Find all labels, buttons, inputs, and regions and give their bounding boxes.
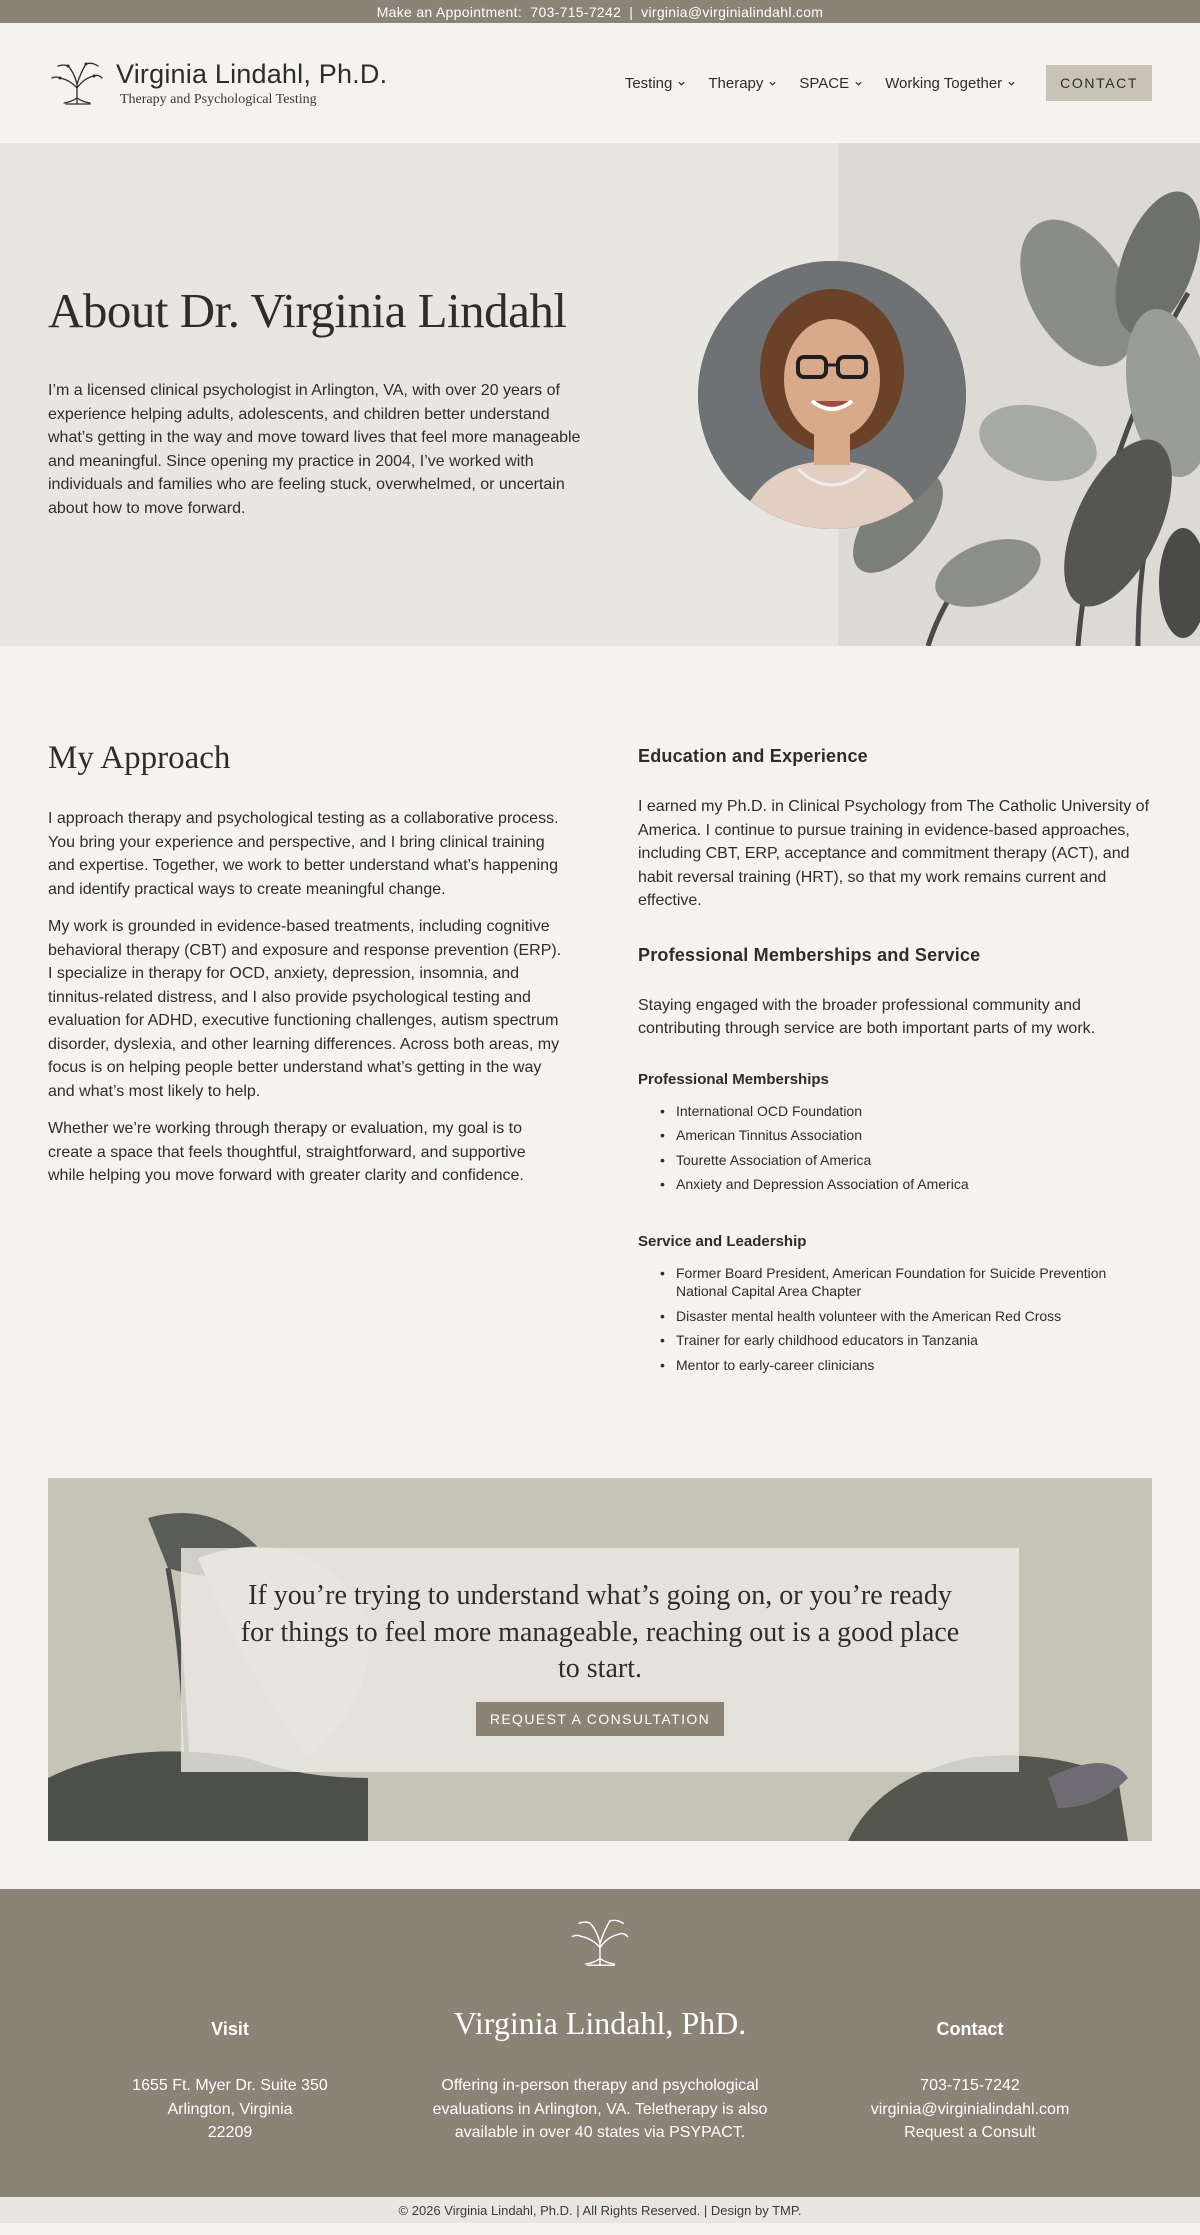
approach-section [0, 646, 1200, 1478]
topbar-separator: | [629, 3, 634, 20]
professional-memberships-heading: Professional Memberships [638, 1070, 829, 1088]
list-item: • International OCD Foundation [660, 1102, 1152, 1120]
copyright-bar: © 2026 Virginia Lindahl, Ph.D. | All Rights Reserved. | Design by TMP. [0, 2197, 1200, 2223]
request-consultation-button[interactable]: REQUEST A CONSULTATION [476, 1702, 724, 1736]
topbar-email-link[interactable]: virginia@virginialindahl.com [641, 3, 824, 20]
footer-visit [100, 2019, 360, 2145]
portrait-photo [698, 261, 966, 529]
service-list [638, 1264, 1152, 1374]
brand-tagline: Therapy and Psychological Testing [120, 91, 317, 107]
service-heading: Service and Leadership [638, 1233, 807, 1250]
portrait-illustration [698, 261, 966, 529]
site-footer [0, 1889, 1200, 2197]
brand[interactable] [48, 58, 387, 108]
address-line: Arlington, Virginia [167, 2100, 293, 2118]
page-title: About Dr. Virginia Lindahl [48, 283, 567, 338]
hero-intro: I’m a licensed clinical psychologist in Arlington, VA, with over 20 years of experience helping adults, adolescents, and children better understand what’s getting in the way and move toward lives that feel more manageable and meaningful. Since opening my practice in 2004, I’ve worked with individuals and families who are feeling stuck, overwhelmed, or uncertain about how to move forward. [48, 382, 581, 517]
list-item: • Anxiety and Depression Association of America [660, 1175, 1152, 1193]
request-consult-link[interactable]: Request a Consult [904, 2124, 1036, 2141]
address-zip: 22209 [207, 2124, 253, 2141]
main-nav [625, 65, 1152, 101]
site-header [0, 23, 1200, 143]
appointment-label: Make an Appointment: [376, 3, 523, 20]
footer-phone-link[interactable]: 703-715-7242 [920, 2077, 1020, 2094]
tree-logo-icon [48, 58, 106, 108]
hero-content [48, 282, 588, 520]
approach-paragraph: My work is grounded in evidence-based treatments, including cognitive behavioral therapy (CBT) and exposure and response prevention (ERP). I specialize in therapy for OCD, anxiety, depression, insomnia, and tinnitus-related distress, and I also provide psychological testing and evaluation for ADHD, executive functioning challenges, autism spectrum disorder, dyslexia, and other learning differences. Across both areas, my focus is on helping people better understand what’s getting in the way and what’s most likely to help. [48, 918, 562, 1100]
list-item: • Disaster mental health volunteer with the American Red Cross [660, 1307, 1152, 1325]
cta-section [0, 1478, 1200, 1841]
topbar-phone-link[interactable]: 703-715-7242 [530, 3, 622, 20]
nav-item-label: Testing [624, 74, 673, 92]
visit-heading: Visit [211, 2019, 249, 2039]
footer-about [420, 2005, 780, 2145]
memberships-text: Staying engaged with the broader professional community and contributing through service are both important parts of my work. [638, 996, 1096, 1037]
list-item: • Trainer for early childhood educators in Tanzania [660, 1331, 1152, 1349]
approach-column [48, 740, 562, 1380]
tree-logo-icon [568, 1914, 632, 1970]
list-item: • American Tinnitus Association [660, 1126, 1152, 1144]
top-bar [0, 0, 1200, 23]
nav-item-label: Therapy [708, 74, 764, 92]
brand-name: Virginia Lindahl, Ph.D. [116, 58, 388, 89]
education-heading: Education and Experience [638, 746, 868, 766]
list-item: • Tourette Association of America [660, 1151, 1152, 1169]
memberships-list [638, 1102, 1152, 1194]
footer-contact [840, 2019, 1100, 2145]
chevron-down-icon [854, 79, 863, 88]
nav-item-label: SPACE [799, 74, 850, 92]
list-item: • Former Board President, American Foundation for Suicide Prevention National Capital Area Chapter [660, 1264, 1152, 1300]
footer-email-link[interactable]: virginia@virginialindahl.com [870, 2100, 1070, 2118]
cta-text: If you’re trying to understand what’s going on, or you’re ready for things to feel more manageable, reaching out is a good place to start. [240, 1580, 960, 1684]
nav-item-therapy[interactable] [708, 75, 777, 92]
chevron-down-icon [677, 79, 686, 88]
address-line: 1655 Ft. Myer Dr. Suite 350 [132, 2077, 328, 2094]
chevron-down-icon [768, 79, 777, 88]
education-text: I earned my Ph.D. in Clinical Psychology from The Catholic University of America. I continue to pursue training in evidence-based approaches, including CBT, ERP, acceptance and commitment therapy (ACT), and habit reversal training (HRT), so that my work remains current and effective. [638, 798, 1150, 909]
cta-box [181, 1548, 1019, 1772]
nav-item-space[interactable] [799, 75, 863, 92]
chevron-down-icon [1007, 79, 1016, 88]
nav-item-testing[interactable] [625, 75, 687, 92]
nav-item-working-together[interactable] [885, 75, 1016, 92]
approach-title: My Approach [48, 740, 231, 776]
brand-text [116, 59, 387, 108]
credentials-column [638, 740, 1152, 1380]
footer-brand-name: Virginia Lindahl, PhD. [453, 2005, 747, 2041]
contact-heading: Contact [936, 2019, 1004, 2039]
contact-button[interactable]: CONTACT [1046, 65, 1152, 101]
list-item: • Mentor to early-career clinicians [660, 1356, 1152, 1374]
nav-item-label: Working Together [885, 74, 1003, 92]
memberships-heading: Professional Memberships and Service [638, 944, 981, 965]
cta-banner [48, 1478, 1152, 1841]
footer-description: Offering in-person therapy and psychological evaluations in Arlington, VA. Teletherapy is also available in over 40 states via PSYPACT. [432, 2077, 768, 2141]
approach-paragraph: Whether we’re working through therapy or evaluation, my goal is to create a space that feels thoughtful, straightforward, and supportive while helping you move forward with greater clarity and confidence. [48, 1120, 526, 1184]
hero-section [0, 143, 1200, 646]
approach-paragraph: I approach therapy and psychological testing as a collaborative process. You bring your experience and perspective, and I bring clinical training and expertise. Together, we work to better understand what’s happening and identify practical ways to create meaningful change. [48, 810, 559, 898]
